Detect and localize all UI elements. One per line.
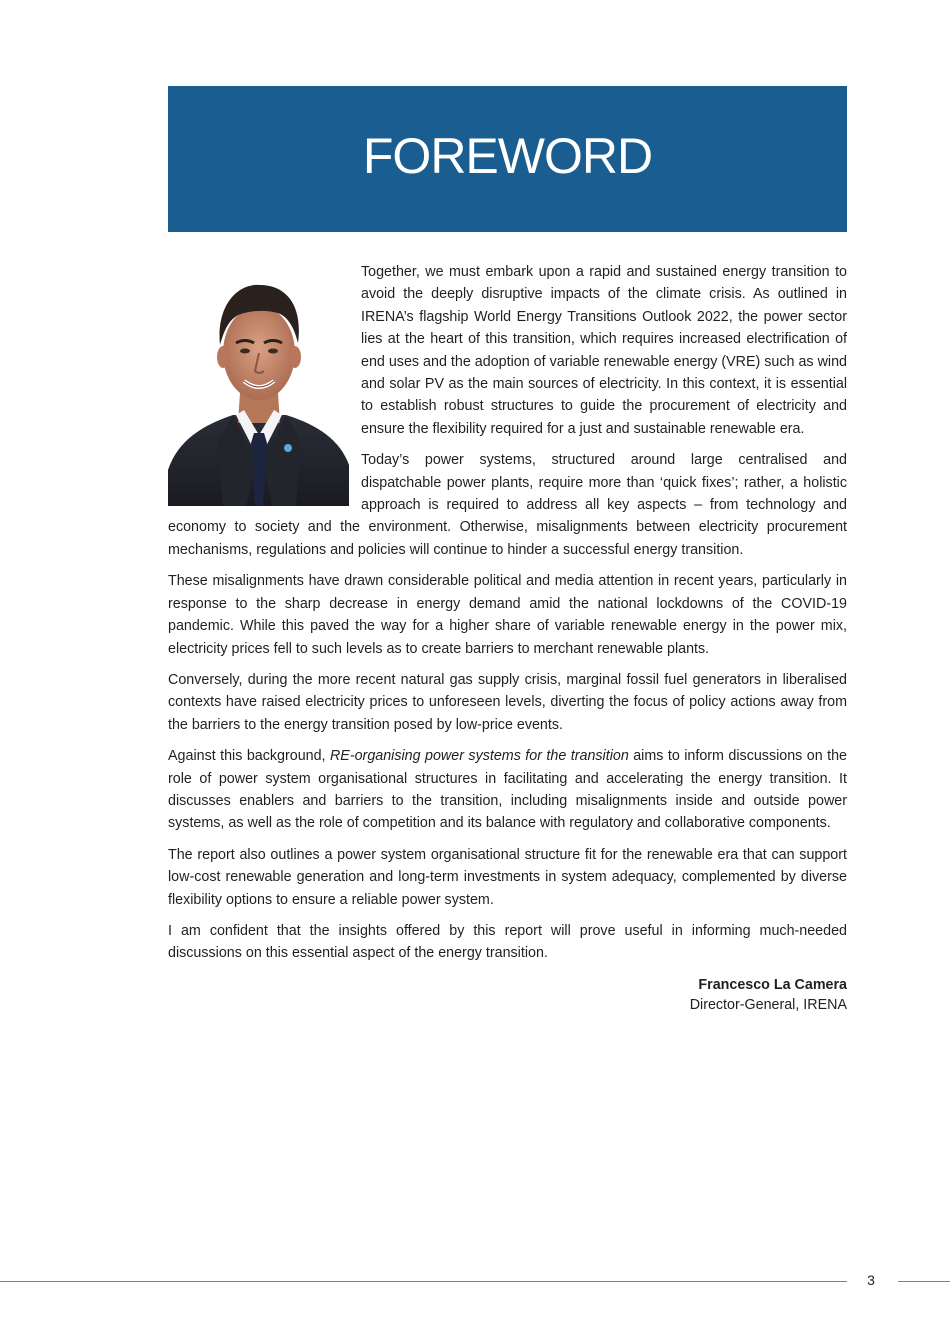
paragraph-5-rest: aims to inform discussions on the role of power system organisational structures in facilitating and accelerating the energy transition. It discusses enablers and barriers to the transition, including misalignments inside and outside power systems, as well as the role of competition and its balance with regulatory and collaborative components.	[168, 748, 848, 832]
paragraph-5	[168, 745, 847, 835]
signatory-title: Director-General, IRENA	[689, 996, 847, 1013]
portrait-image	[168, 265, 349, 506]
paragraph-3: These misalignments have drawn considerable political and media attention in recent years, particularly in response to the sharp decrease in energy demand amid the national lockdowns of the COVID-19 pandemic. While this paved the way for a higher share of variable renewable energy in the power mix, electricity prices fell to such levels as to create barriers to merchant renewable plants.	[168, 573, 847, 657]
paragraph-6: The report also outlines a power system organisational structure fit for the renewable era that can support low-cost renewable generation and long-term investments in system adequacy, complemented by diverse flexibility options to ensure a reliable power system.	[168, 846, 847, 908]
page-number: 3	[867, 1272, 875, 1288]
footer-rule-right	[898, 1281, 950, 1282]
paragraph-2: Today’s power systems, structured around large centralised and dispatchable power plants, require more than ‘quick fixes’; rather, a holistic approach is required to address all key aspects – from technology and economy to society and the environment. Otherwise, misalignments between electricity procurement mechanisms, regulations and policies will continue to hinder a successful energy transition.	[168, 452, 847, 558]
paragraph-5-intro: Against this background,	[168, 748, 330, 765]
footer-rule-left	[0, 1281, 847, 1282]
paragraph-4: Conversely, during the more recent natural gas supply crisis, marginal fossil fuel generators in liberalised contexts have raised electricity prices to unforeseen levels, diverting the focus of policy actions away from the barriers to the energy transition posed by low-price events.	[168, 671, 847, 733]
page-title: FOREWORD	[362, 128, 653, 184]
paragraph-1: Together, we must embark upon a rapid and sustained energy transition to avoid the deeply disruptive impacts of the climate crisis. As outlined in IRENA’s flagship World Energy Transitions Outlook 2022, the power sector lies at the heart of this transition, which requires increased electrification of end uses and the adoption of variable renewable energy (VRE) such as wind and solar PV as the main sources of electricity. In this context, it is essential to establish robust structures to guide the procurement of electricity and ensure the flexibility required for a just and sustainable renewable era.	[361, 264, 847, 437]
report-title: RE-organising power systems for the transition	[329, 748, 629, 765]
foreword-body	[168, 261, 847, 1015]
title-banner	[168, 86, 847, 232]
paragraph-7: I am confident that the insights offered by this report will prove useful in informing much-needed discussions on this essential aspect of the energy transition.	[168, 922, 847, 962]
signatory-name: Francesco La Camera	[698, 976, 847, 993]
portrait-photo	[168, 265, 349, 506]
signature-block	[168, 975, 847, 1015]
